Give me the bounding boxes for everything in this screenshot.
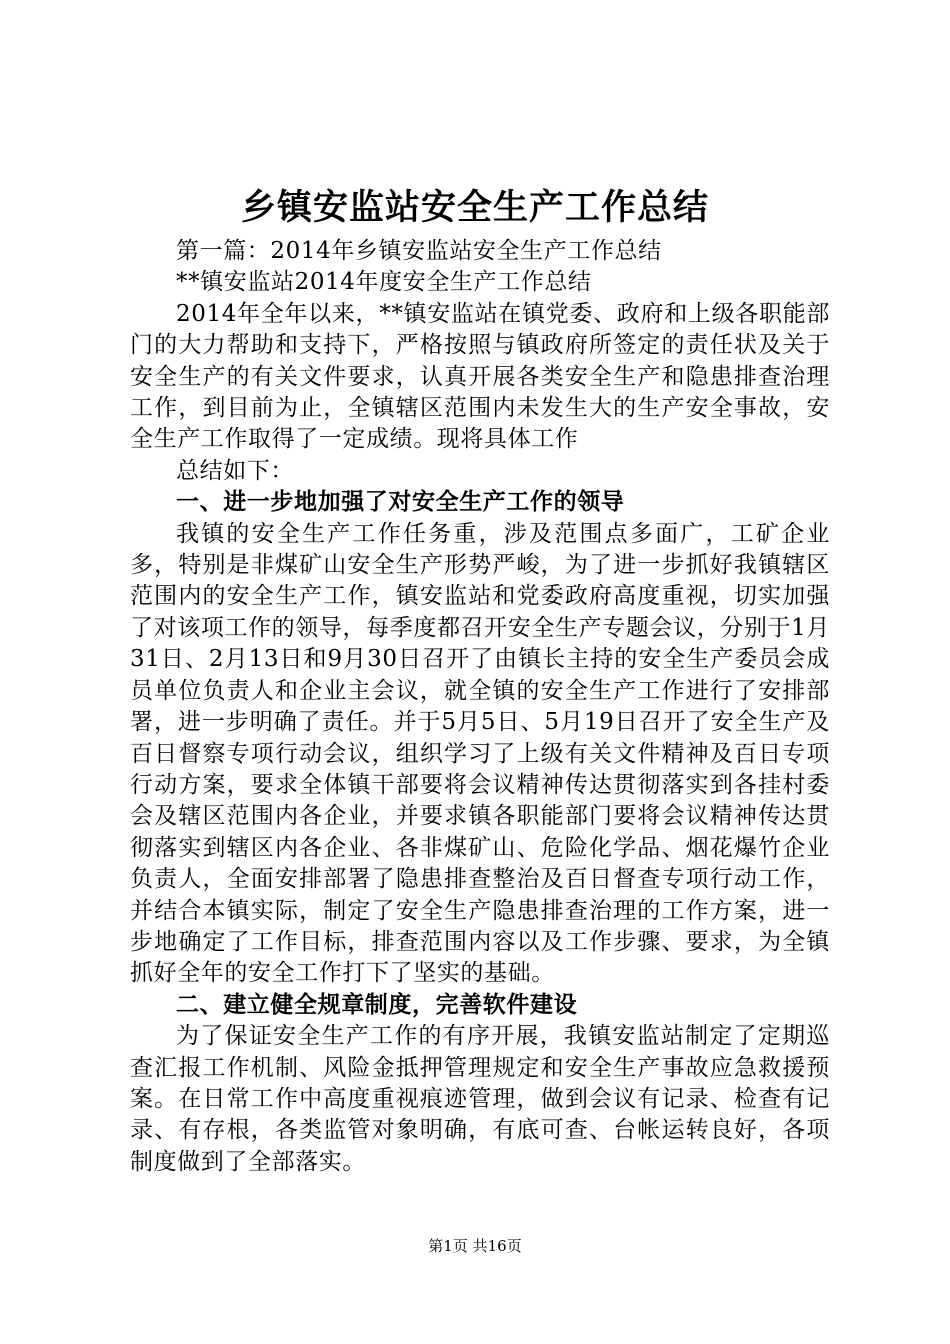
section-heading-1: 一、进一步地加强了对安全生产工作的领导 bbox=[176, 489, 625, 516]
page-footer: 第1页 共16页 bbox=[428, 1237, 522, 1255]
section-heading-2: 二、建立健全规章制度，完善软件建设 bbox=[176, 991, 578, 1018]
section-1-paragraph: 我镇的安全生产工作任务重，涉及范围点多面广，工矿企业多，特别是非煤矿山安全生产形势严峻，为了进一步抓好我镇辖区范围内的安全生产工作，镇安监站和党委政府高度重视，切实加强了对该项工作的领导，每季度都召开安全生产专题会议，分别于1月31日、2月13日和9月30日召开了由镇长主持的安全生产委员会成员单位负责人和企业主会议，就全镇的安全生产工作进行了安排部署，进一步明确了责任。并于5月5日、5月19日召开了安全生产及百日督察专项行动会议，组织学习了上级有关文件精神及百日专项行动方案，要求全体镇干部要将会议精神传达贯彻落实到各挂村委会及辖区范围内各企业，并要求镇各职能部门要将会议精神传达贯彻落实到辖区内各企业、各非煤矿山、危险化学品、烟花爆竹企业负责人，全面安排部署了隐患排查整治及百日督查专项行动工作，并结合本镇实际，制定了安全生产隐患排查治理的工作方案，进一步地确定了工作目标，排查范围内容以及工作步骤、要求，为全镇抓好全年的安全工作打下了坚实的基础。 bbox=[130, 520, 830, 987]
document-body bbox=[130, 236, 830, 1178]
document-title: 乡镇安监站安全生产工作总结 bbox=[240, 188, 709, 228]
intro-paragraph: 2014年全年以来，**镇安监站在镇党委、政府和上级各职能部门的大力帮助和支持下，严格按照与镇政府所签定的责任状及关于安全生产的有关文件要求，认真开展各类安全生产和隐患排查治理工作，到目前为止，全镇辖区范围内未发生大的生产安全事故，安全生产工作取得了一定成绩。现将具体工作 bbox=[130, 300, 830, 453]
section-2-paragraph: 为了保证安全生产工作的有序开展，我镇安监站制定了定期巡查汇报工作机制、风险金抵押管理规定和安全生产事故应急救援预案。在日常工作中高度重视痕迹管理，做到会议有记录、检查有记录、有存根，各类监管对象明确，有底可查、台帐运转良好，各项制度做到了全部落实。 bbox=[130, 1023, 830, 1175]
intro-continuation: 总结如下： bbox=[176, 457, 294, 484]
report-subtitle: **镇安监站2014年度安全生产工作总结 bbox=[176, 269, 592, 296]
chapter-heading: 第一篇：2014年乡镇安监站安全生产工作总结 bbox=[176, 238, 662, 264]
